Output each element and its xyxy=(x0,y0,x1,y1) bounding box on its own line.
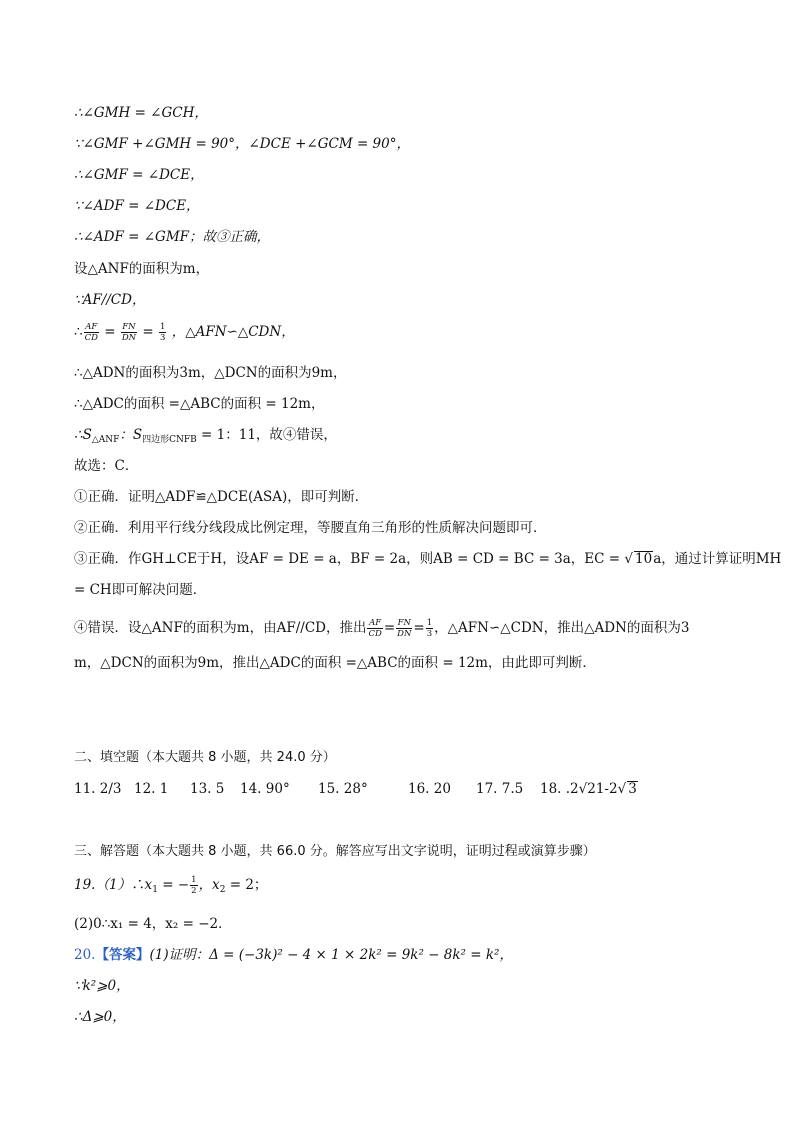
answer: 17. 7.5 xyxy=(476,781,524,797)
q20-line: ∵k²⩾0， xyxy=(74,978,130,994)
answer: 15. 28° xyxy=(318,781,368,797)
answer: 12. 1 xyxy=(134,781,169,797)
ratio-line: $\therefore S_{\triangle ANF}$：$S_{四边形CNFB} = 1$：11，故④错误， xyxy=(74,427,337,445)
choice-line: 故选：C． xyxy=(74,458,139,474)
answer: 18. .2√21-2√ 3 xyxy=(540,781,637,797)
q20-line: 20.【答案】(1)证明：Δ = (−3k)² − 4 × 1 × 2k² = 9k² − 8k² = k²， xyxy=(74,947,513,963)
analysis-line: ①正确．证明△ADF≌△DCE(ASA)，即可判断． xyxy=(74,489,369,505)
area-line: ∴△ADN的面积为3m，△DCN的面积为9m， xyxy=(74,365,347,381)
area-line: ∴△ADC的面积 =△ABC的面积 = 12m， xyxy=(74,396,325,412)
q20-line: ∴Δ⩾0， xyxy=(74,1009,126,1025)
analysis-line: ③正确．作GH⊥CE于H，设AF = DE = a，BF = 2a，则AB = CD = BC = 3a，EC = √ 10a，通过计算证明MH xyxy=(74,551,782,567)
answer: 16. 20 xyxy=(408,781,451,797)
parallel-line: ∵AF//CD， xyxy=(74,292,146,308)
analysis-line: = CH即可解决问题． xyxy=(74,582,207,598)
answer: 11. 2/3 xyxy=(74,781,122,797)
fraction-line: ∴ $\frac{AF}{CD}$ = $\frac{FN}{DN}$ = $\frac{1}{3}$ ，△AFN∽△CDN， xyxy=(74,322,295,343)
proof-line: ∴∠GMH = ∠GCH， xyxy=(74,105,208,121)
analysis-line: ②正确．利用平行线分线段成比例定理，等腰直角三角形的性质解决问题即可． xyxy=(74,520,547,536)
q19-line: $19.(1)\therefore x_1$ = − $\frac{1}{2}$ ，$x_2 = 2$； xyxy=(74,875,268,896)
proof-line: ∴∠GMF = ∠DCE， xyxy=(74,167,204,183)
section-heading: 二、填空题（本大题共 8 小题，共 24.0 分） xyxy=(74,750,336,765)
proof-line: ∵∠ADF = ∠DCE， xyxy=(74,198,200,214)
proof-line: ∵∠GMF +∠GMH = 90°，∠DCE +∠GCM = 90°， xyxy=(74,136,410,152)
section-heading: 三、解答题（本大题共 8 小题，共 66.0 分。解答应写出文字说明，证明过程或演算步骤） xyxy=(74,844,596,859)
analysis-line: ④错误．设△ANF的面积为m，由AF//CD，推出 $\frac{AF}{CD}$ = $\frac{FN}{DN}$ = $\frac{1}{3}$ ，△AFN∽△CDN，推出△ADN的面积为3 xyxy=(74,618,690,639)
answer: 13. 5 xyxy=(190,781,225,797)
answer: 14. 90° xyxy=(240,781,290,797)
assume-line: 设△ANF的面积为m， xyxy=(74,261,210,277)
q19-line: (2)0∴x₁ = 4，x₂ = −2． xyxy=(74,916,232,932)
analysis-line: m，△DCN的面积为9m，推出△ADC的面积 =△ABC的面积 = 12m，由此即可判断． xyxy=(74,655,596,671)
proof-line: ∴∠ADF = ∠GMF；故③正确， xyxy=(74,229,271,245)
